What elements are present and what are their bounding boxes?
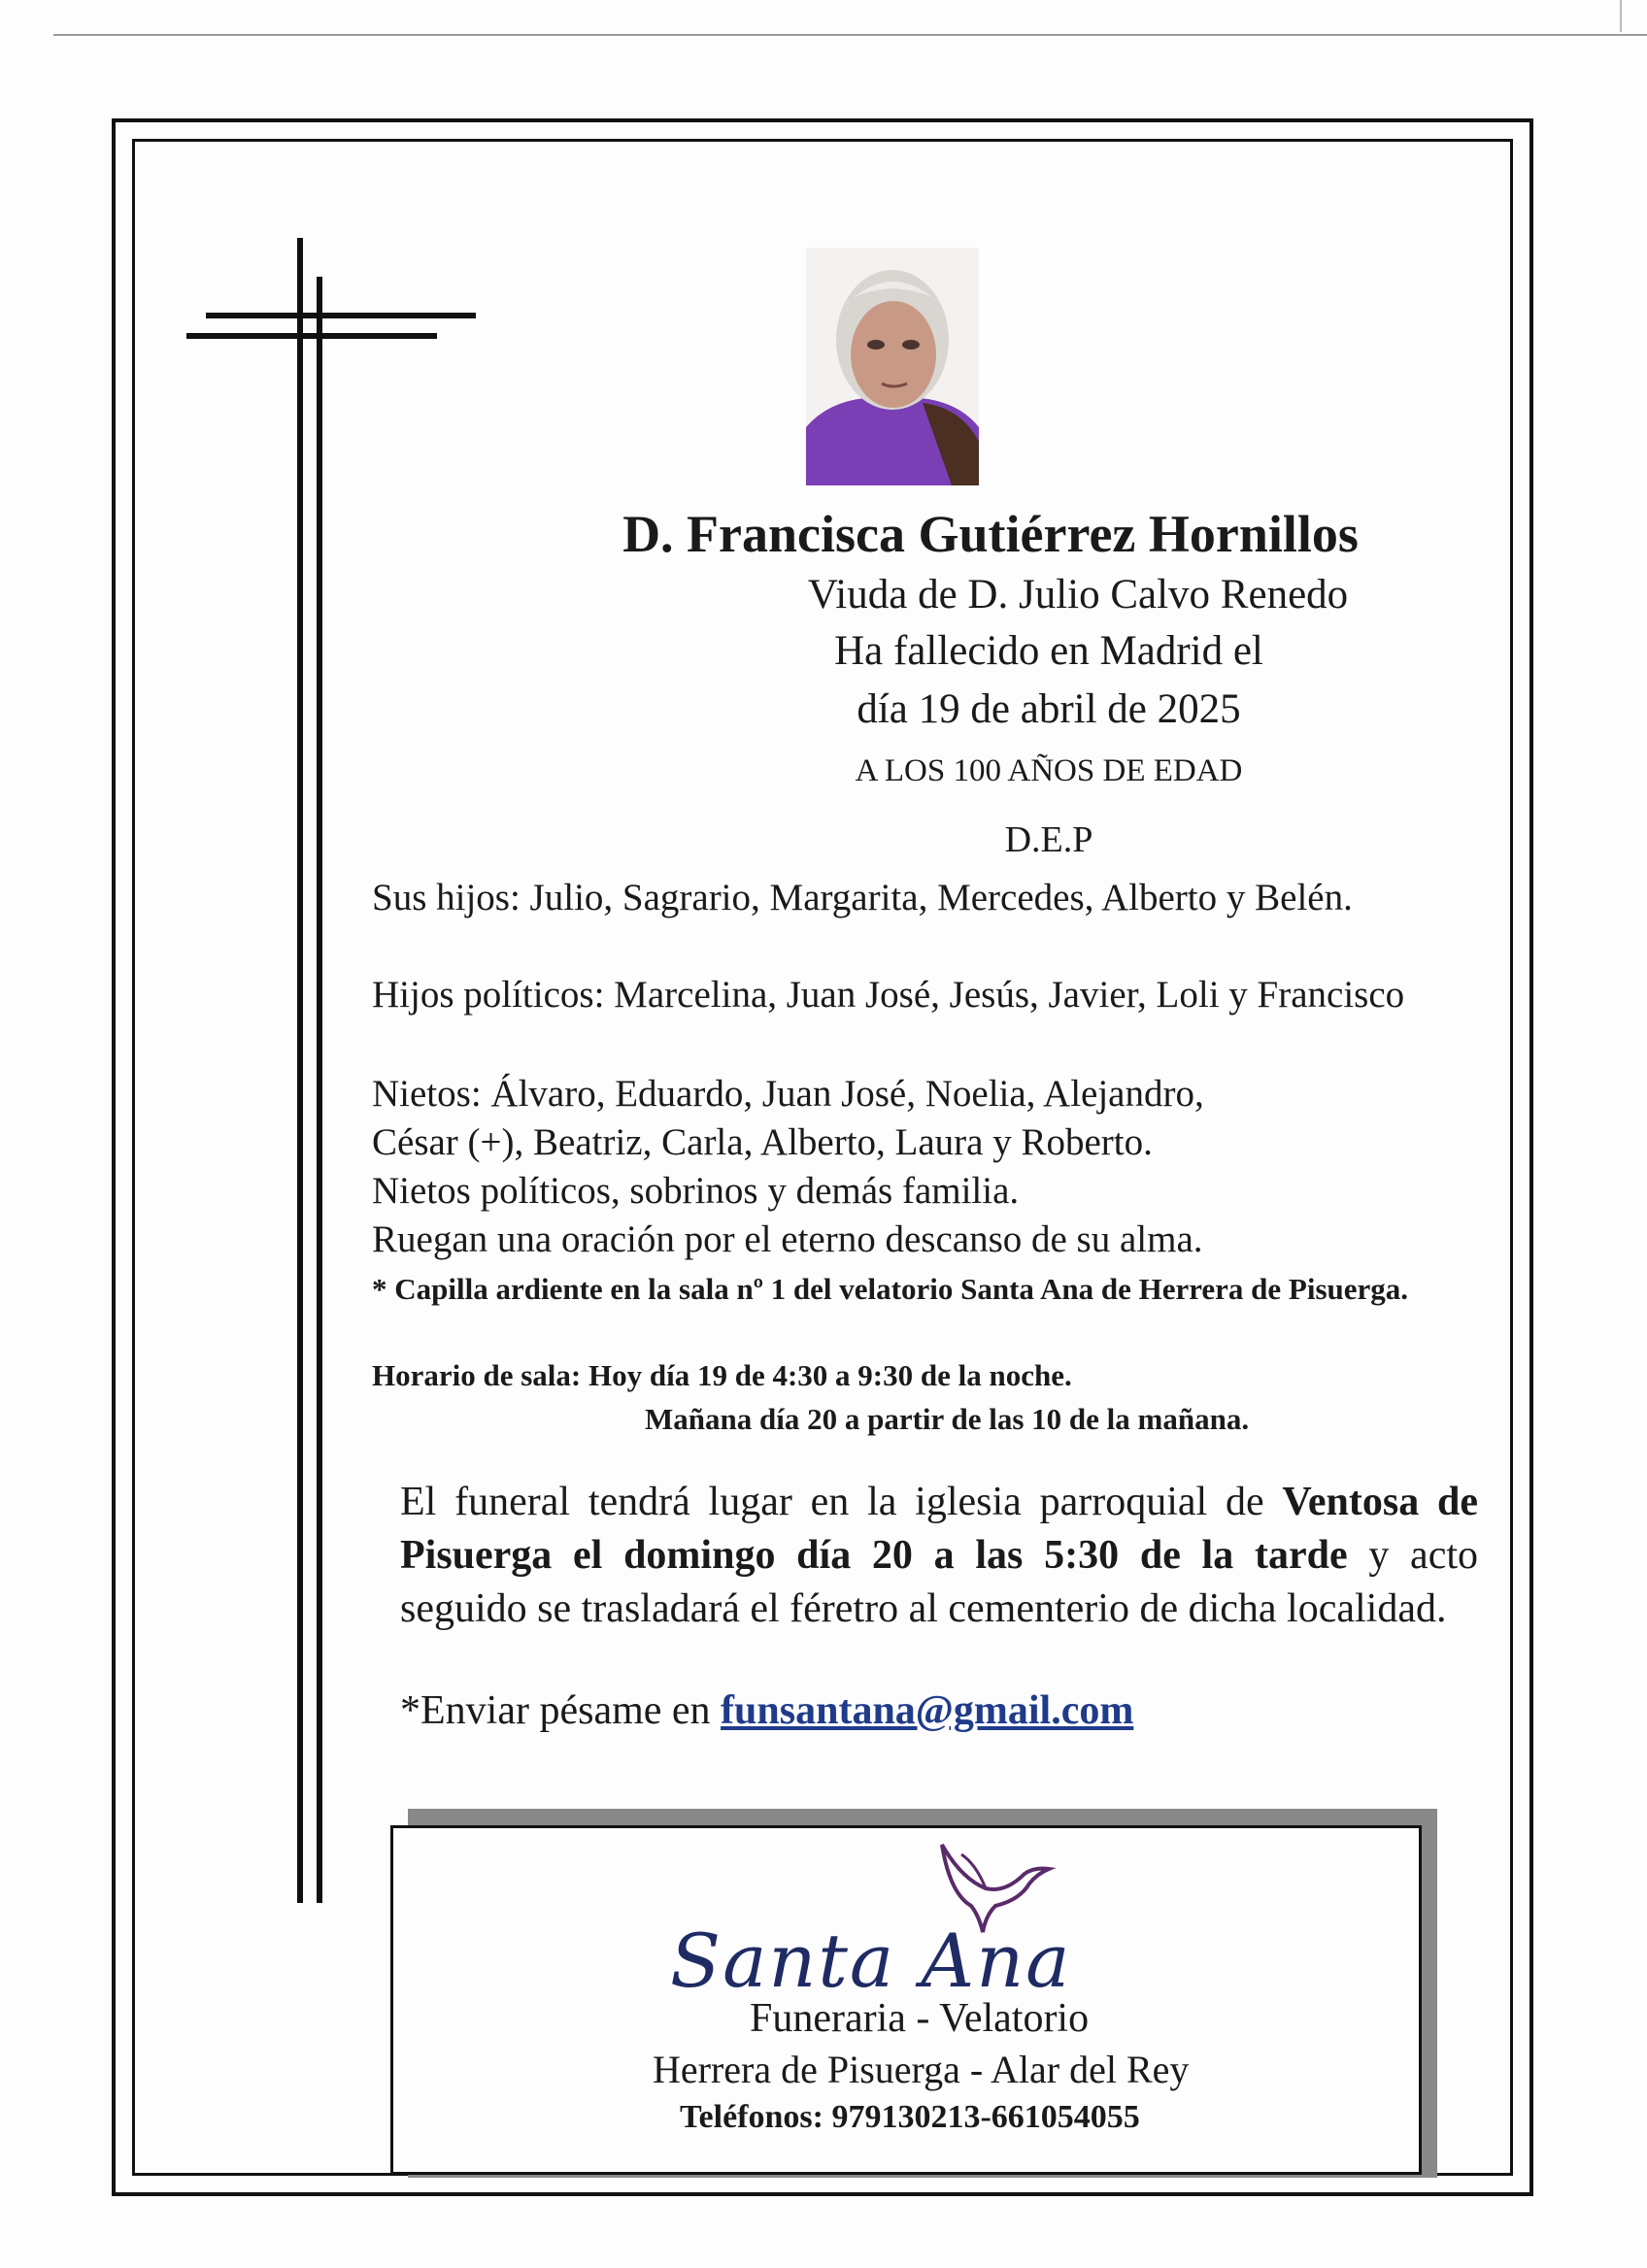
chapel-hours-tomorrow: Mañana día 20 a partir de las 10 de la mañana. — [645, 1402, 1250, 1436]
rip-line: D.E.P — [1004, 819, 1093, 860]
funeral-place-time: Ventosa de Pisuerga el domingo día 20 a las 5:30 de la tarde — [400, 1480, 1479, 1578]
died-in-line: Ha fallecido en Madrid el — [834, 628, 1263, 674]
in-laws-list: Hijos políticos: Marcelina, Juan José, Jesús, Javier, Loli y Francisco — [372, 974, 1405, 1016]
condolence-prefix: *Enviar pésame en — [400, 1688, 722, 1733]
funeral-home-locations: Herrera de Pisuerga - Alar del Rey — [653, 2048, 1190, 2091]
death-date: día 19 de abril de 2025 — [857, 686, 1241, 732]
extended-family-line: Nietos políticos, sobrinos y demás familia. — [372, 1170, 1020, 1212]
cross-vertical-bar — [297, 238, 303, 1903]
funeral-text: y acto seguido se trasladará el féretro al cementerio de dicha localidad. — [400, 1533, 1478, 1631]
scan-edge-line — [1620, 0, 1622, 32]
age-line: A LOS 100 AÑOS DE EDAD — [855, 753, 1243, 788]
condolence-email-link[interactable]: funsantana@gmail.com — [721, 1688, 1134, 1733]
grandchildren-list — [372, 1070, 1472, 1167]
cross-horizontal-bar — [186, 333, 437, 339]
grandchildren-line: Nietos: Álvaro, Eduardo, Juan José, Noelia, Alejandro, — [372, 1073, 1204, 1115]
chapel-hours-today: Horario de sala: Hoy día 19 de 4:30 a 9:30 de la noche. — [372, 1358, 1072, 1392]
funeral-details — [400, 1476, 1478, 1636]
grandchildren-line: César (+), Beatriz, Carla, Alberto, Laura y Roberto. — [372, 1121, 1153, 1163]
deceased-name: D. Francisca Gutiérrez Hornillos — [622, 505, 1359, 563]
portrait-photo — [806, 248, 979, 485]
chapel-info: * Capilla ardiente en la sala nº 1 del velatorio Santa Ana de Herrera de Pisuerga. — [372, 1272, 1409, 1306]
widow-of-line: Viuda de D. Julio Calvo Renedo — [807, 572, 1349, 617]
funeral-text: El funeral tendrá lugar en la iglesia parroquial de — [400, 1480, 1283, 1524]
cross-horizontal-bar — [206, 313, 476, 318]
scan-top-line — [53, 34, 1647, 36]
funeral-home-brand: Santa Ana — [670, 1918, 1072, 2004]
prayer-request: Ruegan una oración por el eterno descanso de su alma. — [372, 1218, 1203, 1260]
funeral-home-type: Funeraria - Velatorio — [750, 1996, 1090, 2041]
condolence-line — [400, 1687, 1133, 1734]
children-list: Sus hijos: Julio, Sagrario, Margarita, Mercedes, Alberto y Belén. — [372, 877, 1353, 918]
funeral-home-phones: Teléfonos: 979130213-661054055 — [680, 2099, 1140, 2135]
cross-vertical-bar — [317, 277, 322, 1903]
